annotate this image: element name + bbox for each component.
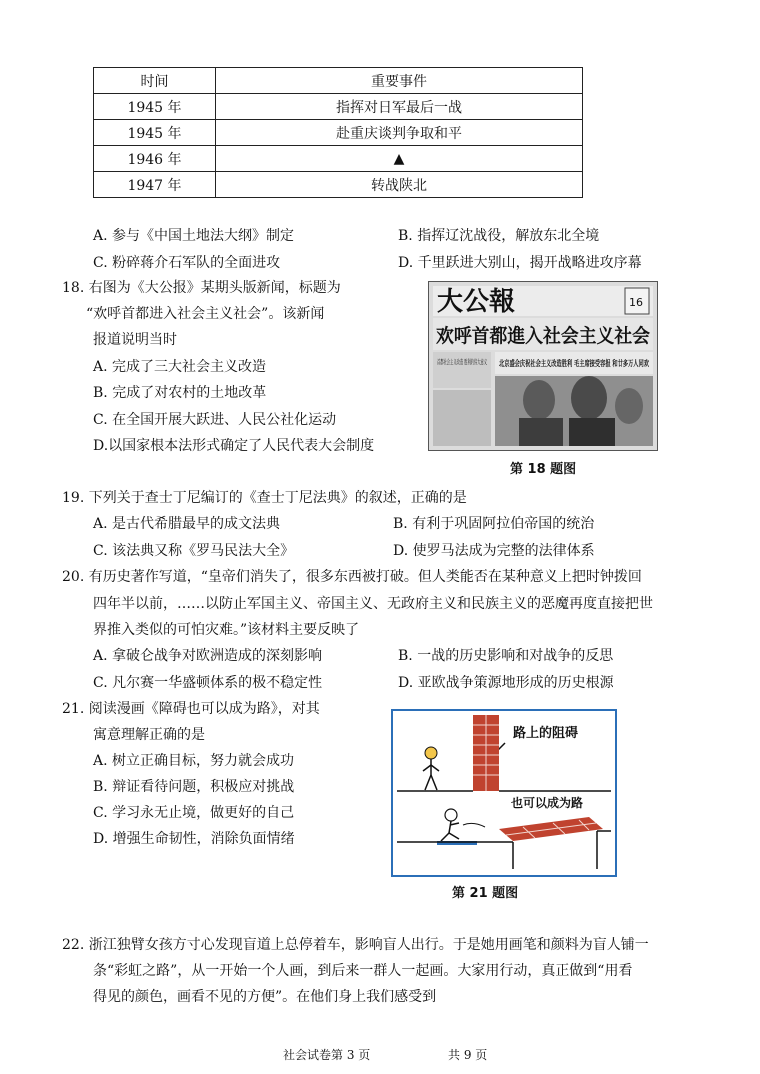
q19-option-a: A. 是古代希腊最早的成文法典 <box>93 516 281 532</box>
q19-stem: 19. 下列关于查士丁尼编订的《查士丁尼法典》的叙述，正确的是 <box>62 490 467 506</box>
stick-figure-top <box>423 747 439 790</box>
cartoon-bottom-text: 也可以成为路 <box>511 796 584 810</box>
q19-option-b: B. 有利于巩固阿拉伯帝国的统治 <box>393 516 595 532</box>
q22-stem-line2: 条“彩虹之路”，从一开始一个人画，到后来一群人一起画。大家用行动，真正做到“用看 <box>93 963 633 979</box>
q21-option-a: A. 树立正确目标，努力就会成功 <box>93 753 295 769</box>
q18-option-c: C. 在全国开展大跃进、人民公社化运动 <box>93 412 337 428</box>
table-cell: 转战陕北 <box>216 172 583 198</box>
table-row <box>94 172 583 198</box>
newspaper-illustration <box>429 282 657 450</box>
table-header-cell: 时间 <box>94 68 216 94</box>
q20-stem-line2: 四年半以前，……以防止军国主义、帝国主义、无政府主义和民族主义的恶魔再度直接把世 <box>93 596 653 612</box>
q18-stem-line3: 报道说明当时 <box>93 332 177 348</box>
table-cell: ▲ <box>216 146 583 172</box>
q20-option-b: B. 一战的历史影响和对战争的反思 <box>398 648 614 664</box>
cartoon-top-text: 路上的阻碍 <box>513 726 579 741</box>
q20-option-a: A. 拿破仑战争对欧洲造成的深刻影响 <box>93 648 323 664</box>
q18-option-d: D.以国家根本法形式确定了人民代表大会制度 <box>93 438 375 454</box>
q17-option-c: C. 粉碎蒋介石军队的全面进攻 <box>93 255 281 271</box>
cartoon-image <box>391 709 617 877</box>
q20-option-c: C. 凡尔赛一华盛顿体系的极不稳定性 <box>93 675 323 691</box>
newspaper-sub-left: 首都社会主义改造 胜利的伟大意义 <box>437 358 537 366</box>
newspaper-sub-right: 北京盛会庆祝社会主义改造胜利 毛主席接受 <box>499 359 654 368</box>
newspaper-masthead: 大公報 <box>437 287 516 317</box>
q21-stem-line1: 21. 阅读漫画《障碍也可以成为路》，对其 <box>62 701 320 717</box>
events-table <box>93 67 583 198</box>
q20-option-d: D. 亚欧战争策源地形成的历史根源 <box>398 675 614 691</box>
q20-stem-line1: 20. 有历史著作写道，“皇帝们消失了，很多东西被打破。但人类能否在某种意义上把时钟拨回 <box>62 569 642 585</box>
q18-stem-line2: “欢呼首都进入社会主义社会”。该新闻 <box>86 306 325 322</box>
q21-caption: 第 21 题图 <box>452 886 519 901</box>
q21-option-d: D. 增强生命韧性，消除负面情绪 <box>93 831 295 847</box>
table-cell: 指挥对日军最后一战 <box>216 94 583 120</box>
q21-option-b: B. 辩证看待问题，积极应对挑战 <box>93 779 295 795</box>
newspaper-date: 16 <box>629 296 643 309</box>
table-row <box>94 146 583 172</box>
cartoon-illustration <box>393 711 615 875</box>
table-cell: 1945 年 <box>94 94 216 120</box>
q18-option-a: A. 完成了三大社会主义改造 <box>93 359 267 375</box>
table-cell: 1946 年 <box>94 146 216 172</box>
newspaper-image <box>428 281 658 451</box>
footer-page-number: 社会试卷第 3 页 <box>283 1048 371 1062</box>
q17-option-d: D. 千里跃进大别山，揭开战略进攻序幕 <box>398 255 642 271</box>
q17-option-a: A. 参与《中国土地法大纲》制定 <box>93 228 295 244</box>
q21-option-c: C. 学习永无止境，做更好的自己 <box>93 805 295 821</box>
table-row <box>94 94 583 120</box>
stick-figure-bottom <box>441 809 459 841</box>
table-cell: 赴重庆谈判争取和平 <box>216 120 583 146</box>
footer-total-pages: 共 9 页 <box>448 1048 488 1062</box>
table-row <box>94 120 583 146</box>
q21-stem-line2: 寓意理解正确的是 <box>93 727 205 743</box>
q20-stem-line3: 界推入类似的可怕灾难。”该材料主要反映了 <box>93 622 360 638</box>
q18-stem-line1: 18. 右图为《大公报》某期头版新闻，标题为 <box>62 280 341 296</box>
q18-option-b: B. 完成了对农村的土地改革 <box>93 385 267 401</box>
newspaper-headline: 欢呼首都進入社会主义社会 <box>436 325 657 347</box>
table-header-row <box>94 68 583 94</box>
table-header-cell: 重要事件 <box>216 68 583 94</box>
q19-option-c: C. 该法典又称《罗马民法大全》 <box>93 543 295 559</box>
q17-option-b: B. 指挥辽沈战役，解放东北全境 <box>398 228 600 244</box>
table-cell: 1945 年 <box>94 120 216 146</box>
q19-option-d: D. 使罗马法成为完整的法律体系 <box>393 543 595 559</box>
q22-stem-line1: 22. 浙江独臂女孩方寸心发现盲道上总停着车，影响盲人出行。于是她用画笔和颜料为盲人铺一 <box>62 937 649 953</box>
q18-caption: 第 18 题图 <box>510 462 577 477</box>
brick-wall <box>473 715 499 791</box>
fallen-brick-bridge <box>499 817 603 841</box>
q22-stem-line3: 得见的颜色，画看不见的方便”。在他们身上我们感受到 <box>93 989 437 1005</box>
table-cell: 1947 年 <box>94 172 216 198</box>
